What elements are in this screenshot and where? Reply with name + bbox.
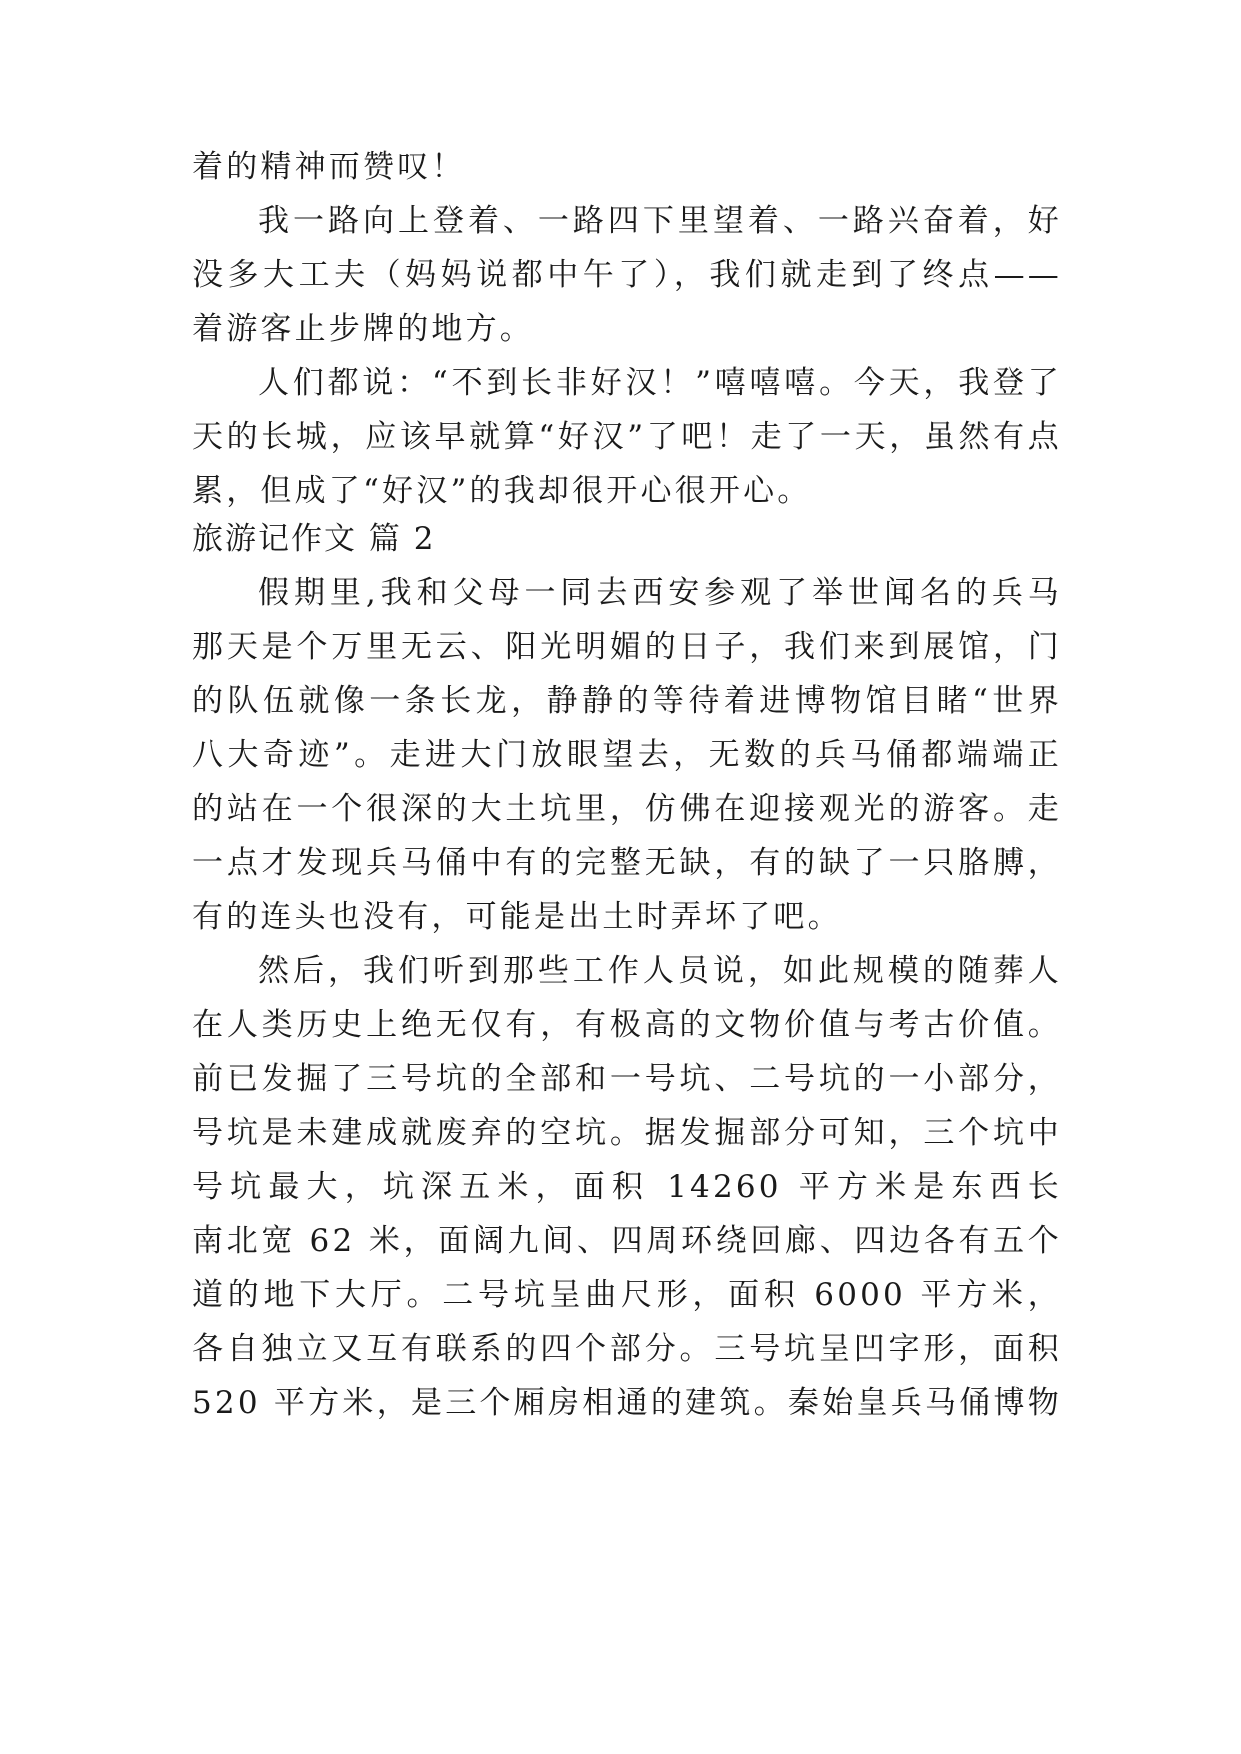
text-line: 没多大工夫（妈妈说都中午了），我们就走到了终点—— [192,257,1062,293]
text-line: 累，但成了“好汉”的我却很开心很开心。 [192,473,812,509]
text-line: 号坑最大，坑深五米，面积 14260 平方米是东西长 [192,1169,1062,1205]
text-line: 号坑是未建成就废弃的空坑。据发掘部分可知，三个坑中 [192,1115,1062,1151]
text-line: 一点才发现兵马俑中有的完整无缺，有的缺了一只胳膊， [192,845,1062,881]
text-line: 着游客止步牌的地方。 [192,311,534,347]
text-line: 天的长城，应该早就算“好汉”了吧！走了一天，虽然有点 [192,419,1062,455]
text-line: 在人类历史上绝无仅有，有极高的文物价值与考古价值。 [192,1007,1062,1043]
paragraph-first-line: 假期里,我和父母一同去西安参观了举世闻名的兵马 [258,575,1062,611]
text-line: 520 平方米，是三个厢房相通的建筑。秦始皇兵马俑博物 [192,1385,1062,1421]
text-line: 前已发掘了三号坑的全部和一号坑、二号坑的一小部分， [192,1061,1062,1097]
text-line: 各自独立又互有联系的四个部分。三号坑呈凹字形，面积 [192,1331,1062,1367]
text-line: 的站在一个很深的大土坑里，仿佛在迎接观光的游客。走 [192,791,1062,827]
paragraph-first-line: 人们都说：“不到长非好汉！”嘻嘻嘻。今天，我登了 [258,365,1062,401]
text-line: 八大奇迹”。走进大门放眼望去，无数的兵马俑都端端正 [192,737,1062,773]
section-heading: 旅游记作文 篇 2 [192,521,436,557]
text-line: 南北宽 62 米，面阔九间、四周环绕回廊、四边各有五个 [192,1223,1062,1259]
text-line: 道的地下大厅。二号坑呈曲尺形，面积 6000 平方米， [192,1277,1062,1313]
text-line: 的队伍就像一条长龙，静静的等待着进博物馆目睹“世界 [192,683,1062,719]
paragraph-first-line: 我一路向上登着、一路四下里望着、一路兴奋着，好 [258,203,1062,239]
text-line: 着的精神而赞叹！ [192,149,466,185]
text-line: 那天是个万里无云、阳光明媚的日子，我们来到展馆，门 [192,629,1062,665]
text-line: 有的连头也没有，可能是出土时弄坏了吧。 [192,899,842,935]
paragraph-first-line: 然后，我们听到那些工作人员说，如此规模的随葬人 [258,953,1062,989]
